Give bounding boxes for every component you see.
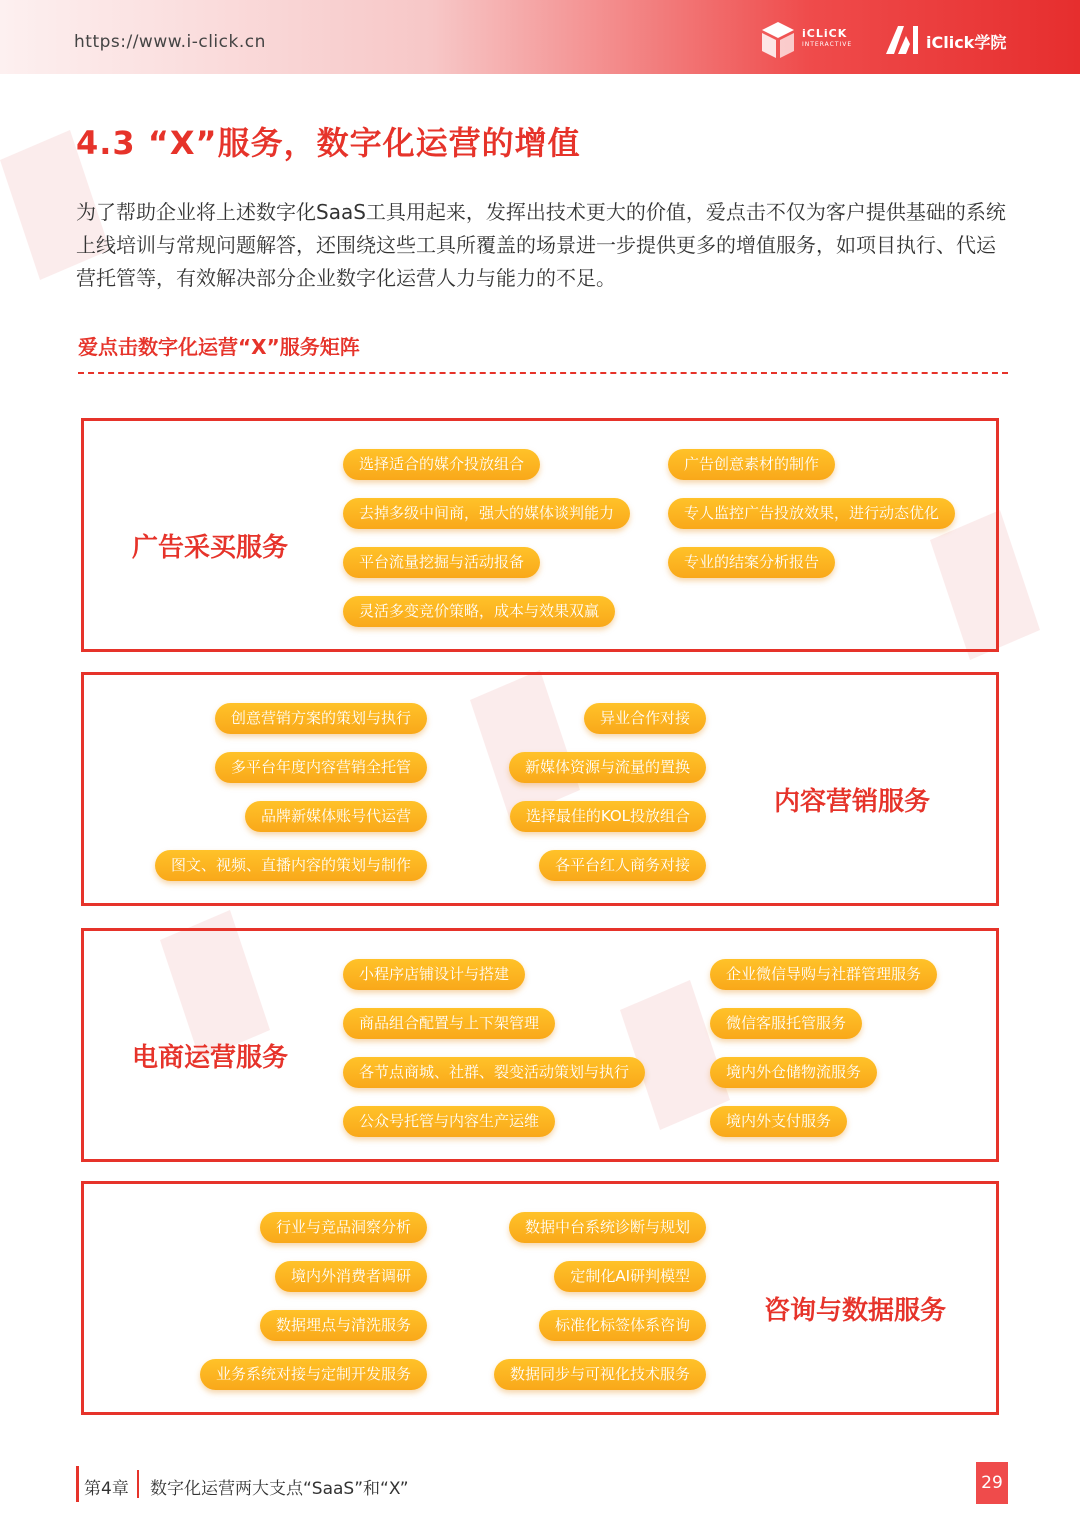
intro-paragraph: 为了帮助企业将上述数字化SaaS工具用起来，发挥出技术更大的价值，爱点击不仅为客户提供基础的系统上线培训与常规问题解答，还围绕这些工具所覆盖的场景进一步提供更多的增值服务，如项目执行、代运营托管等，有效解决部分企业数字化运营人力与能力的不足。 [76, 200, 1006, 290]
service-item: 小程序店铺设计与搭建 [343, 959, 525, 990]
ecommerce-service-box [81, 928, 999, 1162]
service-item: 商品组合配置与上下架管理 [343, 1008, 555, 1039]
service-item: 专人监控广告投放效果，进行动态优化 [668, 498, 955, 529]
service-item: 灵活多变竞价策略，成本与效果双赢 [343, 596, 615, 627]
service-item: 业务系统对接与定制开发服务 [200, 1359, 427, 1390]
cube-logo-icon [758, 20, 798, 60]
service-item: 数据同步与可视化技术服务 [494, 1359, 706, 1390]
service-item: 境内外消费者调研 [275, 1261, 427, 1292]
footer-separator [137, 1470, 139, 1498]
service-name: 内容营销服务 [774, 787, 931, 817]
footer-chapter-title: 数字化运营两大支点“SaaS”和“X” [150, 1479, 409, 1499]
service-item: 去掉多级中间商，强大的媒体谈判能力 [343, 498, 630, 529]
iclick-academy-logo [884, 22, 1014, 56]
content-marketing-service-box [81, 672, 999, 906]
service-item: 新媒体资源与流量的置换 [509, 752, 706, 783]
service-item: 数据中台系统诊断与规划 [509, 1212, 706, 1243]
service-item: 图文、视频、直播内容的策划与制作 [155, 850, 427, 881]
service-name: 电商运营服务 [132, 1043, 289, 1073]
service-item: 选择适合的媒介投放组合 [343, 449, 540, 480]
service-item: 广告创意素材的制作 [668, 449, 835, 480]
service-item: 品牌新媒体账号代运营 [245, 801, 427, 832]
service-item: 境内外支付服务 [710, 1106, 847, 1137]
iclick-logo [758, 20, 866, 60]
academy-logo-text: iClick学院 [926, 33, 1007, 52]
service-item: 微信客服托管服务 [710, 1008, 862, 1039]
service-item: 各节点商城、社群、裂变活动策划与执行 [343, 1057, 645, 1088]
footer-chapter: 第4章 [84, 1479, 129, 1499]
site-url[interactable]: https://www.i-click.cn [74, 32, 266, 52]
dashed-divider [78, 372, 1008, 374]
service-item: 异业合作对接 [584, 703, 706, 734]
service-name: 咨询与数据服务 [764, 1296, 947, 1326]
service-item: 标准化标签体系咨询 [539, 1310, 706, 1341]
service-item: 行业与竞品洞察分析 [260, 1212, 427, 1243]
service-item: 定制化AI研判模型 [554, 1261, 706, 1292]
service-item: 专业的结案分析报告 [668, 547, 835, 578]
footer-accent-bar [76, 1466, 79, 1502]
service-name: 广告采买服务 [132, 533, 289, 563]
ad-buying-service-box [81, 418, 999, 652]
service-item: 创意营销方案的策划与执行 [215, 703, 427, 734]
iclick-logo-text: iCLiCK [802, 27, 848, 40]
service-item: 公众号托管与内容生产运维 [343, 1106, 555, 1137]
service-item: 各平台红人商务对接 [539, 850, 706, 881]
academy-logo-icon [884, 22, 922, 56]
service-item: 选择最佳的KOL投放组合 [510, 801, 706, 832]
section-title: 4.3 “X”服务，数字化运营的增值 [76, 124, 581, 162]
matrix-title: 爱点击数字化运营“X”服务矩阵 [78, 335, 360, 359]
service-item: 数据埋点与清洗服务 [260, 1310, 427, 1341]
service-item: 境内外仓储物流服务 [710, 1057, 877, 1088]
service-item: 平台流量挖掘与活动报备 [343, 547, 540, 578]
iclick-logo-subtext: INTERACTIVE [802, 41, 853, 48]
page-number: 29 [976, 1462, 1008, 1504]
consulting-data-service-box [81, 1181, 999, 1415]
header-bar [0, 0, 1080, 74]
service-item: 企业微信导购与社群管理服务 [710, 959, 937, 990]
service-item: 多平台年度内容营销全托管 [215, 752, 427, 783]
